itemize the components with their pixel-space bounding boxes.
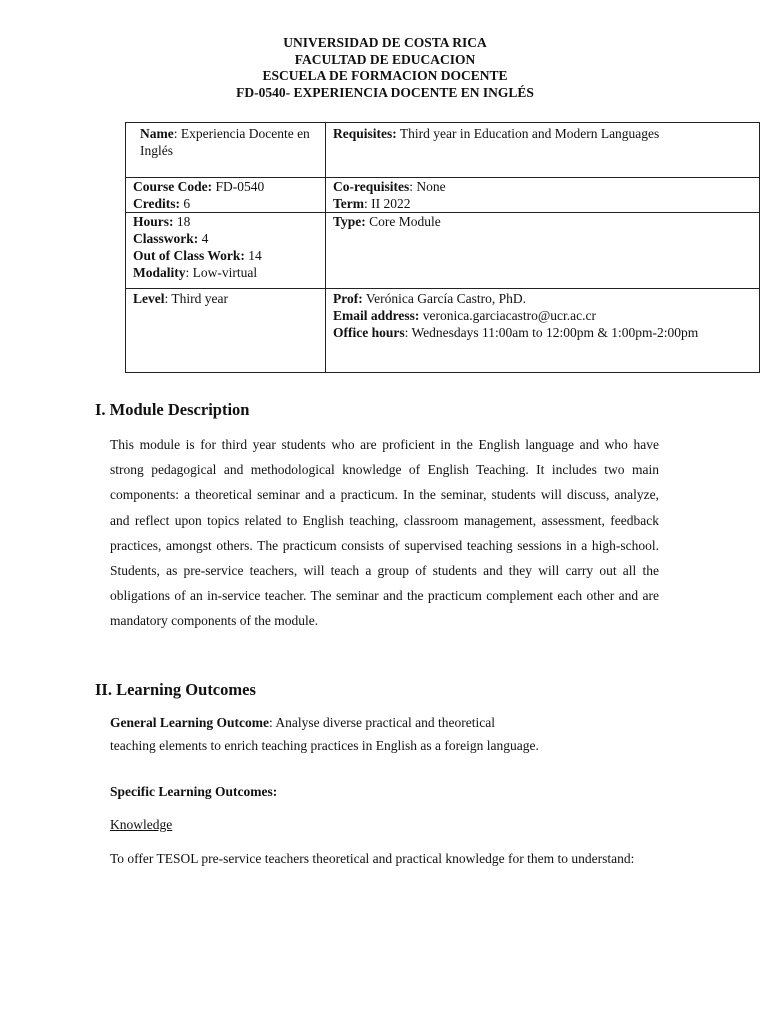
university-name: UNIVERSIDAD DE COSTA RICA — [283, 35, 487, 50]
requisites-value: Third year in Education and Modern Languages — [396, 126, 660, 141]
requisites-label: Requisites: — [333, 126, 397, 141]
module-description-heading: I. Module Description — [95, 400, 250, 419]
modality-value: : Low-virtual — [185, 265, 258, 280]
hours-label: Hours: — [133, 214, 174, 229]
hours-cell — [126, 213, 326, 289]
document-header — [0, 35, 770, 101]
hours-value: 18 — [173, 214, 191, 229]
classwork-label: Classwork: — [133, 231, 199, 246]
type-label: Type: — [333, 214, 366, 229]
requisites-cell — [326, 123, 760, 178]
school-name: ESCUELA DE FORMACION DOCENTE — [262, 68, 508, 83]
general-outcome-label: General Learning Outcome — [110, 715, 269, 730]
prof-value: Verónica García Castro, PhD. — [362, 291, 526, 306]
learning-outcomes-heading: II. Learning Outcomes — [95, 680, 256, 699]
type-cell — [326, 213, 760, 289]
level-value: : Third year — [164, 291, 228, 306]
course-code-value: FD-0540 — [212, 179, 265, 194]
email-value: veronica.garciacastro@ucr.ac.cr — [419, 308, 596, 323]
credits-value: 6 — [180, 196, 191, 211]
level-cell — [126, 289, 326, 373]
general-outcome-text-continued: teaching elements to enrich teaching practices in English as a foreign language. — [110, 737, 539, 753]
out-class-label: Out of Class Work: — [133, 248, 245, 263]
classwork-value: 4 — [198, 231, 209, 246]
term-label: Term — [333, 196, 364, 211]
general-outcome-text: : Analyse diverse practical and theoretical — [268, 715, 496, 730]
general-outcome — [110, 715, 630, 754]
code-credits-cell — [126, 178, 326, 213]
professor-cell — [326, 289, 760, 373]
level-label: Level — [133, 291, 165, 306]
email-label: Email address: — [333, 308, 420, 323]
specific-outcomes-label: Specific Learning Outcomes: — [110, 784, 278, 799]
out-class-value: 14 — [244, 248, 262, 263]
course-code-label: Course Code: — [133, 179, 213, 194]
credits-label: Credits: — [133, 196, 180, 211]
corequisites-value: : None — [409, 179, 446, 194]
term-value: : II 2022 — [364, 196, 411, 211]
faculty-name: FACULTAD DE EDUCACION — [294, 51, 476, 67]
knowledge-intro-text: To offer TESOL pre-service teachers theoretical and practical knowledge for them to understand: — [110, 851, 635, 866]
prof-label: Prof: — [333, 291, 363, 306]
type-value: Core Module — [365, 214, 441, 229]
corequisites-label: Co-requisites — [333, 179, 410, 194]
modality-label: Modality — [133, 265, 186, 280]
office-hours-label: Office hours — [333, 325, 405, 340]
name-label: Name — [140, 126, 174, 141]
course-info-table — [125, 122, 760, 373]
office-hours-value: : Wednesdays 11:00am to 12:00pm & 1:00pm-2:00pm — [404, 325, 699, 340]
module-description-text: This module is for third year students who are proficient in the English language and who have strong pedagogical and methodological knowledge of English Teaching. It includes two main components: a theoretical seminar and a practicum. In the seminar, students will discuss, analyze, and reflect upon topics related to English teaching, classroom management, assessment, feedback practices, amongst others. The practicum consists of supervised teaching sessions in a high-school. Students, as pre-service teachers, will teach a group of students and they will carry out all the obligations of an in-service teacher. The seminar and the practicum complement each other and are mandatory components of the module. — [110, 437, 659, 629]
coreq-term-cell — [326, 178, 760, 213]
course-title: FD-0540- EXPERIENCIA DOCENTE EN INGLÉS — [236, 84, 534, 100]
name-value: : Experiencia Docente en Inglés — [140, 126, 310, 158]
knowledge-subheading: Knowledge — [110, 817, 173, 832]
name-cell — [126, 123, 326, 178]
